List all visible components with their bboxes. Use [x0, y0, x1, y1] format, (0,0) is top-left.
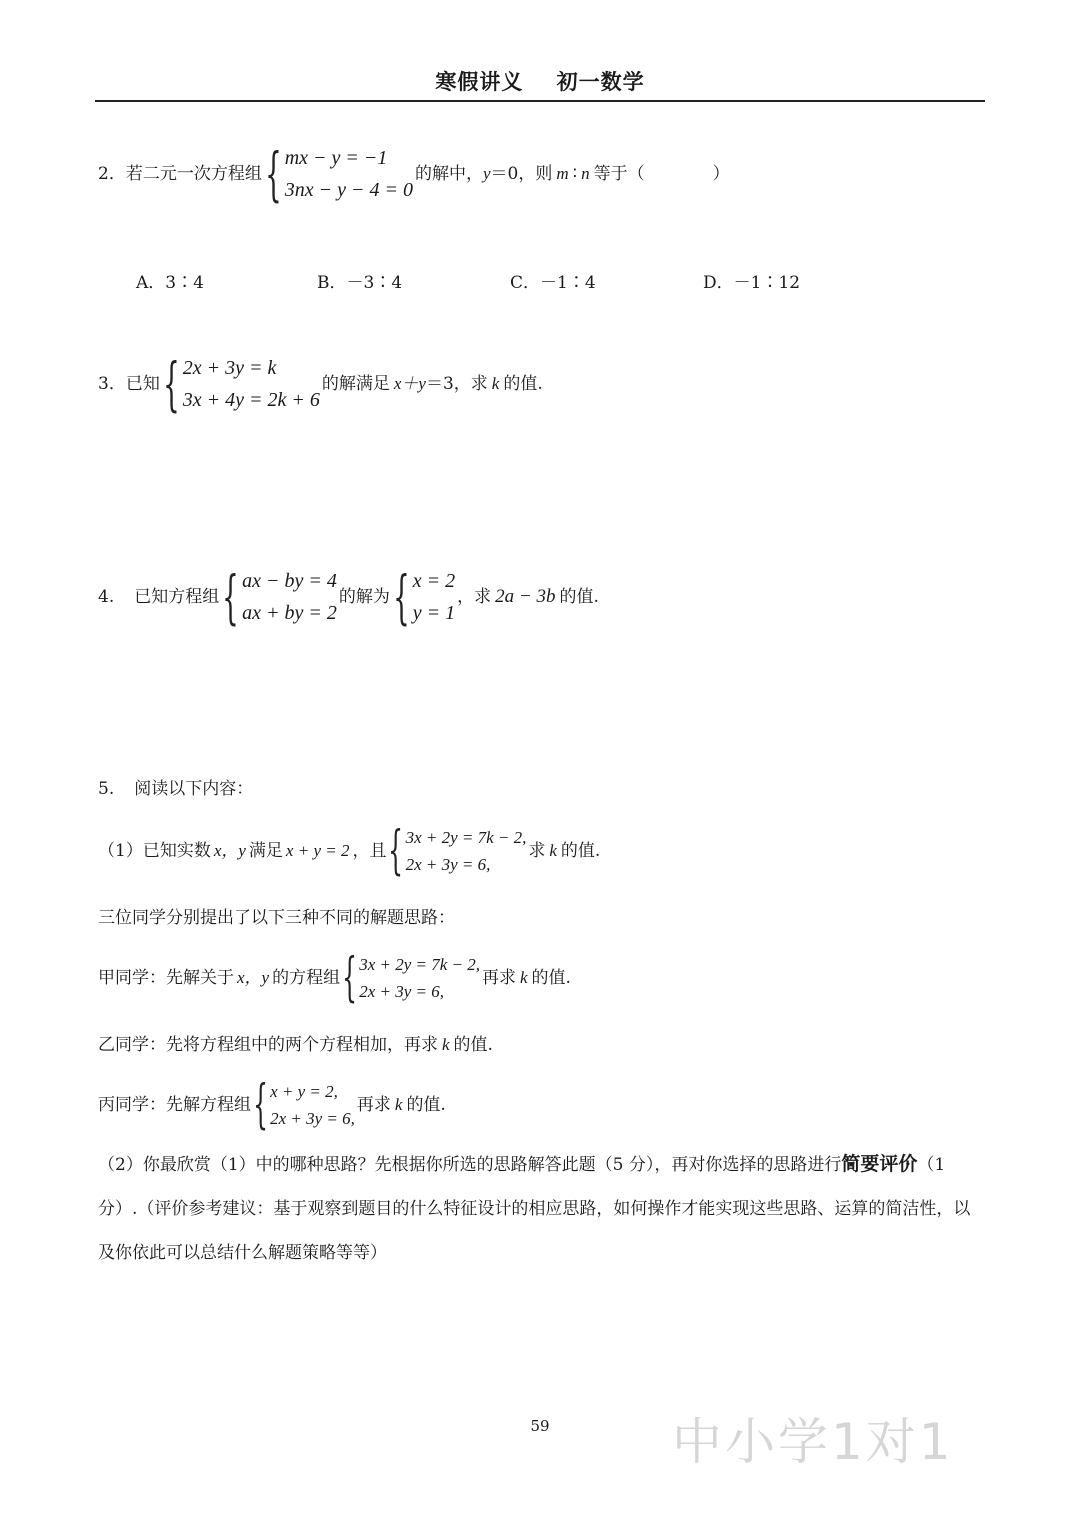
- question-2: [98, 142, 730, 206]
- left-brace: {: [253, 1075, 268, 1135]
- question-text: 的解满足: [321, 374, 390, 394]
- equation: mx − y = −1: [284, 147, 388, 169]
- solution-system: [392, 565, 455, 629]
- choice-a: [136, 268, 204, 293]
- paragraph-text: （2）你最欣赏（1）中的哪种思路？先根据你所选的思路解答此题（5 分），再对你选择的思路进行: [98, 1155, 842, 1175]
- paragraph-text: 的值.: [531, 968, 571, 988]
- question-text: 的值.: [503, 374, 543, 394]
- student-bing: [98, 1075, 446, 1135]
- left-brace: {: [222, 563, 239, 631]
- left-brace: {: [162, 350, 180, 418]
- watermark: 中小学1对1: [672, 1413, 954, 1471]
- page-header-title: 寒假讲义 初一数学: [435, 70, 645, 94]
- question-text: 已知: [125, 374, 160, 394]
- choice-value: －3∶4: [346, 273, 403, 293]
- equation: 3x + 4y = 2k + 6: [182, 389, 320, 411]
- equation: 2x + 3y = 6,: [405, 855, 491, 874]
- equation: 2x + 3y = 6,: [359, 982, 444, 1001]
- choice-label: B．: [317, 273, 347, 293]
- math-var: y: [482, 164, 491, 183]
- emphasis-char: 要 ·: [860, 1153, 879, 1175]
- math-expression: 2a − 3b: [495, 586, 556, 607]
- math-var: m: [556, 164, 569, 183]
- emphasis-char: 评 ·: [879, 1153, 898, 1175]
- question-5-part-2: [98, 1142, 986, 1275]
- left-brace: {: [388, 821, 404, 881]
- question-number: 5.: [98, 779, 115, 799]
- equation-system: [342, 948, 480, 1008]
- question-text: ，求: [457, 587, 492, 607]
- math-var: k: [394, 1095, 403, 1114]
- student-yi: [98, 1032, 493, 1058]
- solution: y = 1: [412, 602, 456, 624]
- choice-label: A．: [136, 273, 166, 293]
- question-text: 满足: [248, 841, 283, 861]
- paragraph-text: 丙同学：先解方程组: [98, 1095, 251, 1115]
- math-var: k: [491, 374, 500, 393]
- equation: 2x + 3y = 6,: [270, 1109, 355, 1128]
- choice-d: [703, 268, 800, 293]
- emphasis-char: 价 ·: [898, 1153, 917, 1175]
- equation: ax + by = 2: [242, 602, 337, 624]
- question-text: ，且: [352, 841, 387, 861]
- paragraph-text: 甲同学：先解关于: [98, 968, 234, 988]
- choice-label: D．: [703, 273, 734, 293]
- equation-system: [253, 1075, 355, 1135]
- question-text: 若二元一次方程组: [125, 164, 262, 184]
- question-text: 的值.: [560, 841, 601, 861]
- equation-system: [162, 352, 320, 416]
- left-brace: {: [393, 563, 410, 631]
- paragraph-text: 再求: [482, 968, 516, 988]
- choice-value: 3∶4: [165, 273, 204, 293]
- paragraph-text: 乙同学：先将方程组中的两个方程相加，再求: [98, 1035, 438, 1055]
- math-var: x，y: [237, 968, 270, 987]
- choice-value: －1∶12: [733, 273, 801, 293]
- question-text: 等于（ ）: [593, 164, 730, 184]
- question-text: ＝0，则: [490, 164, 553, 184]
- question-3: [98, 352, 543, 416]
- ideas-intro: [98, 905, 455, 931]
- math-var: k: [549, 841, 557, 860]
- choice-c: [510, 268, 596, 293]
- math-expression: x + y = 2: [285, 841, 350, 860]
- paragraph-text: 的值.: [453, 1035, 493, 1055]
- equation: 3nx − y − 4 = 0: [284, 179, 413, 201]
- math-var: k: [442, 1035, 450, 1054]
- paragraph-text: （1 分）.（评价参考建议：基于观察到题目的什么特征设计的相应思路，如何操作才能实现这些思路、运算的简洁性，以及你依此可以总结什么解题策略等等）: [98, 1155, 971, 1263]
- left-brace: {: [342, 948, 358, 1008]
- question-text: 的解为: [338, 587, 390, 607]
- page-number: 59: [530, 1417, 550, 1435]
- question-text: 的值.: [559, 587, 599, 607]
- question-number: 2．: [98, 164, 126, 184]
- question-text: （1）已知实数: [98, 841, 211, 861]
- choice-b: [317, 268, 402, 293]
- choice-label: C．: [510, 273, 541, 293]
- equation-system: [264, 142, 413, 206]
- equation: 3x + 2y = 7k − 2,: [359, 955, 480, 974]
- equation: x + y = 2,: [270, 1082, 338, 1101]
- question-text: 阅读以下内容：: [134, 779, 254, 799]
- left-brace: {: [264, 140, 282, 208]
- header-rule: [95, 100, 985, 102]
- emphasis-char: 简 ·: [841, 1153, 860, 1175]
- choice-value: －1∶4: [540, 273, 596, 293]
- question-number: 4.: [98, 587, 115, 607]
- equation: ax − by = 4: [242, 570, 337, 592]
- paragraph-text: 再求: [356, 1095, 391, 1115]
- paragraph-text: 的值.: [406, 1095, 446, 1115]
- question-number: 3．: [98, 374, 126, 394]
- math-var: k: [520, 968, 528, 987]
- equation: 3x + 2y = 7k − 2,: [405, 828, 527, 847]
- equation: 2x + 3y = k: [182, 357, 277, 379]
- question-text: 的解中，: [414, 164, 483, 184]
- question-text: ＝3，求: [425, 374, 488, 394]
- paragraph-text: 的方程组: [272, 968, 341, 988]
- solution: x = 2: [412, 570, 456, 592]
- math-var: x，y: [213, 841, 246, 860]
- question-text: 求: [528, 841, 546, 861]
- ratio-separator: ∶: [572, 164, 578, 184]
- math-expression: x＋y: [393, 374, 426, 393]
- question-4: [98, 565, 599, 629]
- student-jia: [98, 948, 571, 1008]
- question-5-intro: [98, 776, 253, 802]
- math-var: n: [581, 164, 590, 183]
- question-text: 已知方程组: [134, 587, 220, 607]
- paragraph-text: 三位同学分别提出了以下三种不同的解题思路：: [98, 908, 455, 928]
- equation-system: [221, 565, 337, 629]
- equation-system: [388, 821, 527, 881]
- question-5-part-1: [98, 821, 601, 881]
